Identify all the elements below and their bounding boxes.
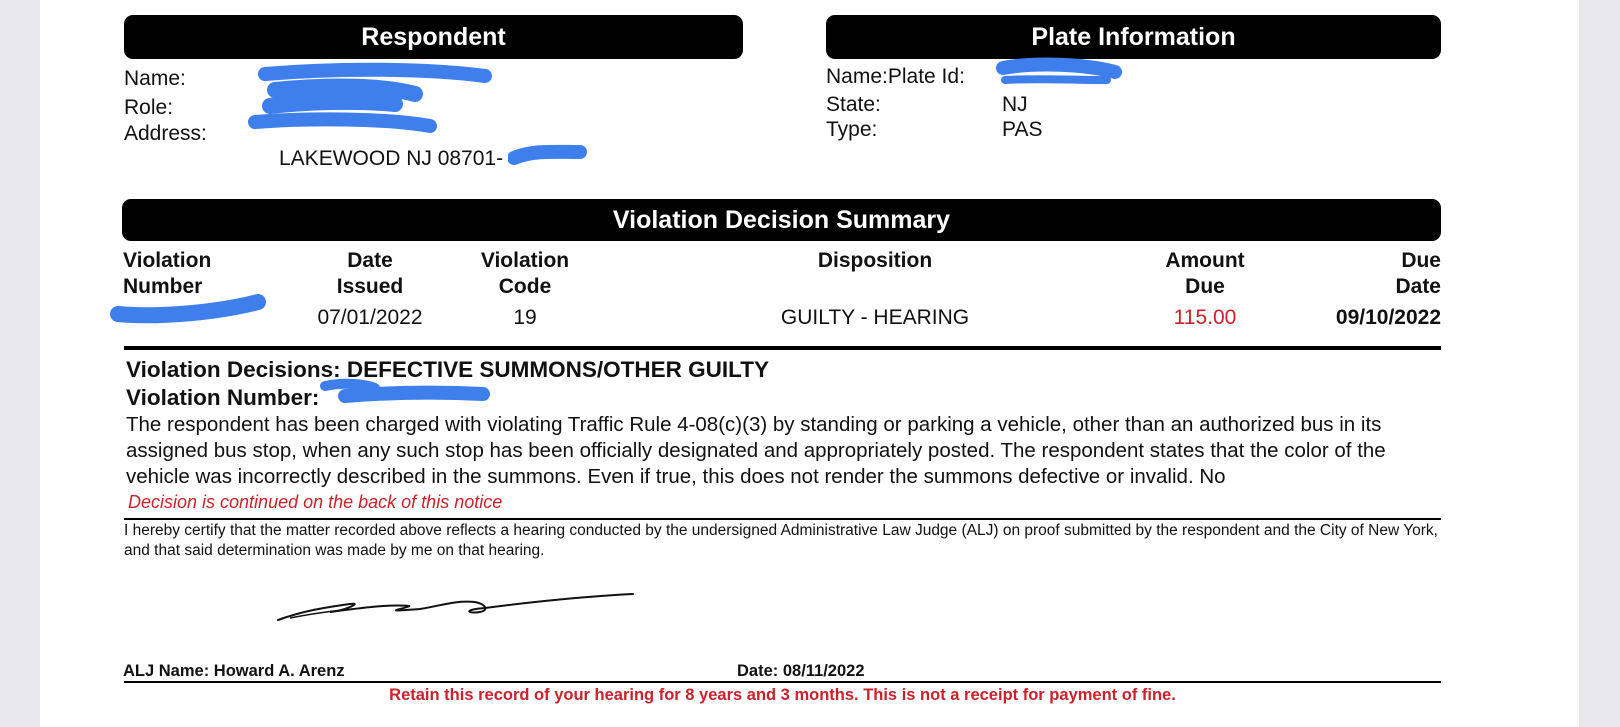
type-value: PAS [1002,118,1043,141]
alj-name: ALJ Name: Howard A. Arenz [123,662,345,680]
col-due-date: Due Date [1395,249,1441,298]
state-label: State: [826,93,881,116]
zip-redaction [508,140,588,170]
col-amount-due: Amount Due [1165,249,1245,298]
summary-divider [124,346,1441,350]
amount-due-value: 115.00 [1173,306,1237,329]
certification-divider [124,518,1441,520]
summary-header: Violation Decision Summary [122,199,1441,241]
decision-text: The respondent has been charged with violating Traffic Rule 4-08(c)(3) by standing or parking a vehicle, other than an authorized bus in its assigned bus stop, when any such stop has been officially designated and appropriately posted. The respondent states that the color of the vehicle was incorrectly described in the summons. Even if true, this does not render the summons defective or invalid. No [126,413,1386,488]
col-disposition: Disposition [817,249,933,272]
notice-page [40,0,1579,727]
role-label: Role: [124,96,174,119]
name-label: Name: [124,67,186,90]
footer-divider [124,681,1441,683]
type-label: Type: [826,118,878,141]
address-label: Address: [124,122,207,145]
alj-signature [270,582,640,632]
address-line2: LAKEWOOD NJ 08701- [279,147,504,170]
decision-title-value: DEFECTIVE SUMMONS/OTHER GUILTY [346,357,769,382]
continued-note: Decision is continued on the back of this notice [128,492,503,512]
plate-header: Plate Information [826,15,1441,59]
col-violation-code: Violation Code [480,249,570,298]
col-violation-number: Violation Number [123,249,212,298]
violation-number-redaction [110,292,270,332]
retain-note: Retain this record of your hearing for 8 years and 3 months. This is not a receipt for payment of fine. [389,686,1176,704]
certification-text: I hereby certify that the matter recorded above reflects a hearing conducted by the undersigned Administrative Law Judge (ALJ) on proof submitted by the respondent and the City of New York, and that said determination was made by me on that hearing. [124,522,1438,559]
decision-number-redaction [315,372,495,408]
violation-code-value: 19 [513,306,537,329]
state-value: NJ [1002,93,1028,116]
respondent-header: Respondent [124,15,743,59]
due-date-value: 09/10/2022 [1335,306,1441,329]
respondent-redaction [245,58,545,138]
violation-number-label: Violation Number: [126,385,320,410]
disposition-value: GUILTY - HEARING [780,306,970,329]
date-issued-value: 07/01/2022 [317,306,423,329]
plate-id-redaction [995,56,1125,90]
plate-id-label: Name:Plate Id: [826,65,965,88]
alj-date: Date: 08/11/2022 [737,662,865,680]
col-date-issued: Date Issued [336,249,404,298]
decision-title-label: Violation Decisions: [126,357,347,382]
